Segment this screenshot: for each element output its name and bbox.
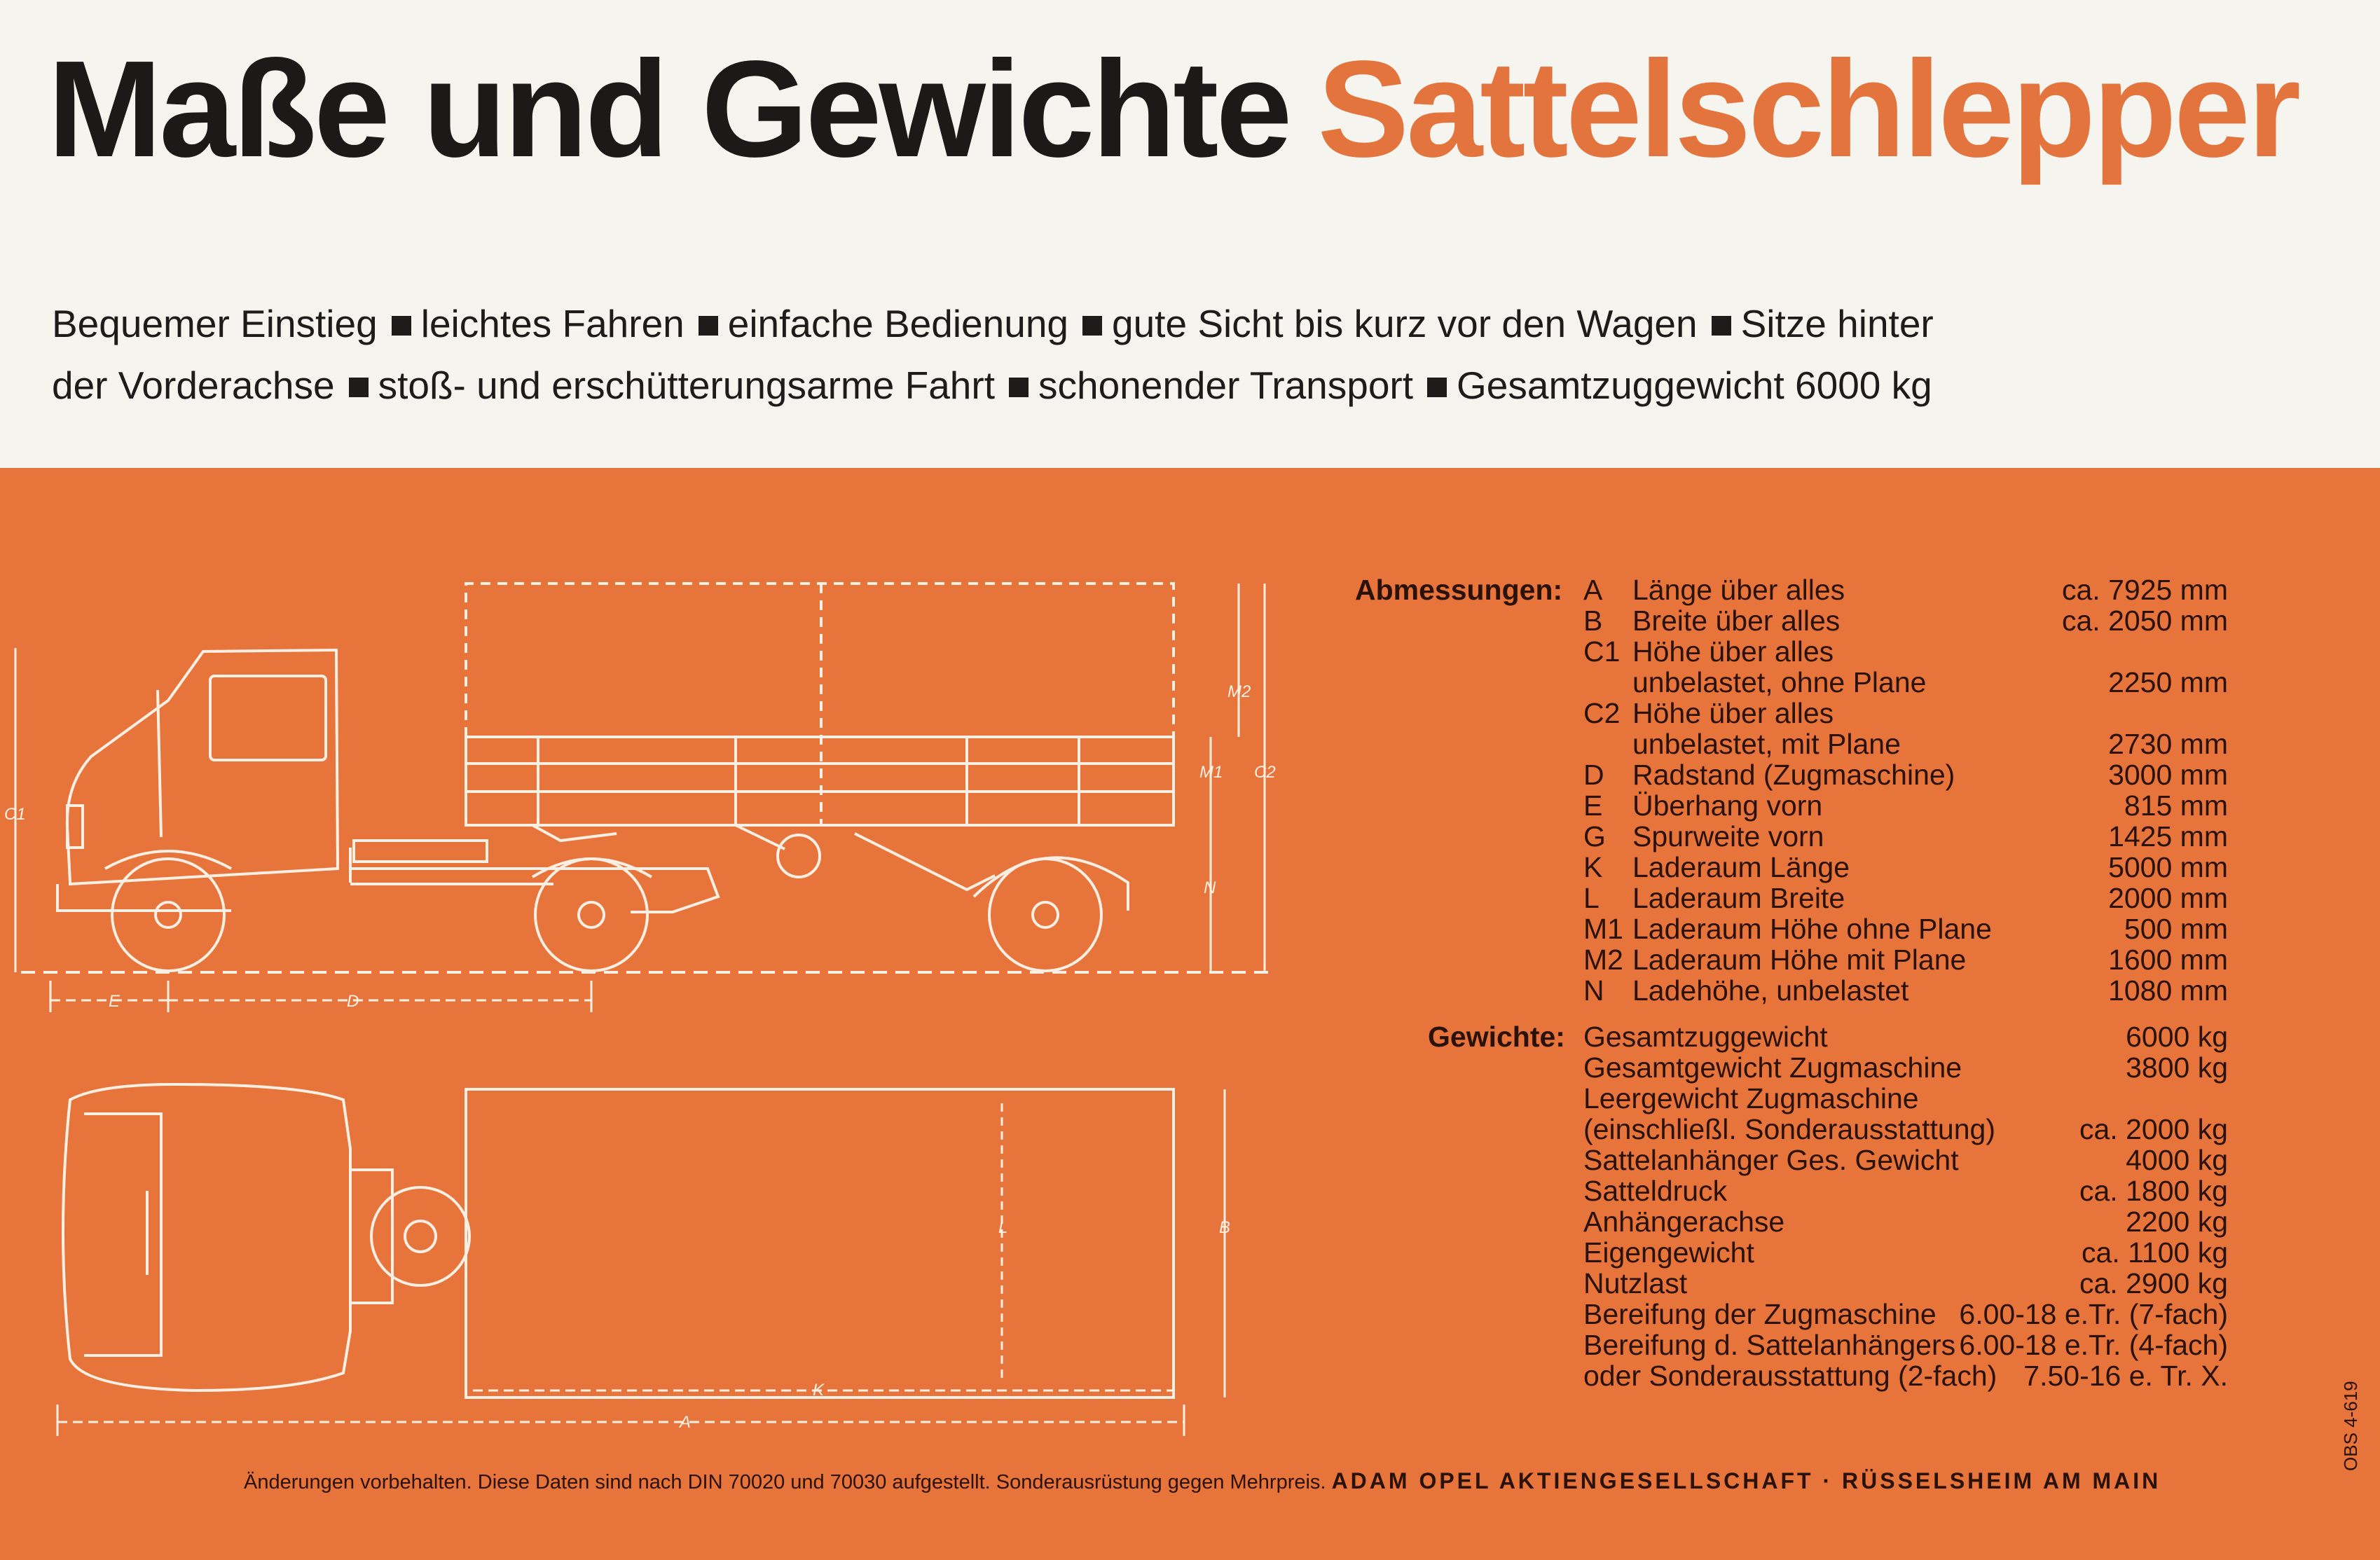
dim-label-c1: C1 <box>4 805 26 824</box>
dimensions-row <box>1345 759 2228 790</box>
weights-row <box>1345 1114 2228 1145</box>
row-letter: L <box>1583 882 1600 914</box>
spacer <box>1345 1006 2228 1021</box>
row-label: Gesamtgewicht Zugmaschine <box>1583 1051 1962 1084</box>
row-label: Laderaum Länge <box>1632 851 1850 883</box>
dimensions-row <box>1345 605 2228 636</box>
feature-item: der Vorderachse <box>52 364 335 407</box>
row-letter: E <box>1583 789 1603 822</box>
title-part2: Sattelschlepper <box>1317 32 2299 186</box>
weights-row <box>1345 1299 2228 1330</box>
row-letter: B <box>1583 605 1603 637</box>
row-value: 5000 mm <box>2108 851 2228 883</box>
row-label: Breite über alles <box>1632 605 1841 637</box>
weights-row <box>1345 1268 2228 1299</box>
row-label: Länge über alles <box>1632 574 1845 606</box>
row-label: unbelastet, mit Plane <box>1632 728 1901 760</box>
row-label: Satteldruck <box>1583 1175 1728 1207</box>
weights-row <box>1345 1237 2228 1268</box>
dim-label-k: K <box>813 1381 825 1400</box>
row-value: ca. 2000 kg <box>2079 1113 2228 1145</box>
spec-table <box>1345 574 2228 1391</box>
row-label: Eigengewicht <box>1583 1236 1754 1269</box>
dimensions-row <box>1345 944 2228 975</box>
dim-label-m2: M2 <box>1227 682 1251 701</box>
row-value: ca. 1800 kg <box>2079 1175 2228 1207</box>
dim-label-m1: M1 <box>1199 763 1223 782</box>
row-value: 2730 mm <box>2108 728 2228 760</box>
row-value: ca. 2900 kg <box>2079 1267 2228 1299</box>
dim-label-c2: C2 <box>1254 763 1276 782</box>
row-label: Höhe über alles <box>1632 697 1834 729</box>
row-label: Spurweite vorn <box>1632 820 1824 853</box>
row-label: Radstand (Zugmaschine) <box>1632 759 1955 791</box>
row-value: 6.00-18 e.Tr. (7-fach) <box>1959 1298 2228 1330</box>
dimensions-row <box>1345 667 2228 698</box>
dim-label-l: L <box>998 1218 1008 1237</box>
feature-item: stoß- und erschütterungsarme Fahrt <box>378 364 995 407</box>
row-value: 500 mm <box>2124 913 2228 945</box>
row-value: 6000 kg <box>2126 1021 2228 1053</box>
top-view-truck <box>63 1084 1174 1397</box>
side-dimension-lines <box>15 584 1265 1012</box>
weights-row <box>1345 1083 2228 1114</box>
row-letter: A <box>1583 574 1603 606</box>
row-label: Überhang vorn <box>1632 789 1823 822</box>
row-label: Laderaum Höhe mit Plane <box>1632 944 1967 976</box>
row-letter: K <box>1583 851 1603 883</box>
row-value: 2000 mm <box>2108 882 2228 914</box>
top-dimension-lines <box>57 1089 1225 1436</box>
dimensions-row <box>1345 883 2228 913</box>
row-value: 1425 mm <box>2108 820 2228 853</box>
dim-label-e: E <box>109 992 121 1011</box>
row-label: Gesamtzuggewicht <box>1583 1021 1828 1053</box>
document-code: OBS 4-619 <box>2340 1381 2361 1471</box>
weights-row <box>1345 1206 2228 1237</box>
row-label: Bereifung d. Sattelanhängers <box>1583 1329 1956 1361</box>
row-value: 4000 kg <box>2126 1144 2228 1176</box>
feature-item: einfache Bedienung <box>727 302 1068 345</box>
weights-row <box>1345 1175 2228 1206</box>
dimensions-row <box>1345 790 2228 821</box>
row-label: Bereifung der Zugmaschine <box>1583 1298 1937 1330</box>
row-label: Sattelanhänger Ges. Gewicht <box>1583 1144 1959 1176</box>
feature-item: leichtes Fahren <box>420 302 685 345</box>
dim-label-a: A <box>680 1413 692 1432</box>
dimensions-row <box>1345 574 2228 605</box>
row-label: Ladehöhe, unbelastet <box>1632 974 1909 1007</box>
footer-note: Änderungen vorbehalten. Diese Daten sind nach DIN 70020 und 70030 aufgestellt. Sonderausrüstung gegen Mehrpreis. <box>244 1471 1326 1493</box>
weights-row <box>1345 1021 2228 1052</box>
row-value: 1600 mm <box>2108 944 2228 976</box>
row-value: 1080 mm <box>2108 974 2228 1007</box>
footer <box>244 1468 2161 1494</box>
feature-item: Bequemer Einstieg <box>52 302 378 345</box>
weights-row <box>1345 1360 2228 1391</box>
weights-row <box>1345 1052 2228 1083</box>
dimensions-row <box>1345 698 2228 729</box>
row-value: ca. 7925 mm <box>2062 574 2228 606</box>
row-letter: M2 <box>1583 944 1623 976</box>
dimensions-row <box>1345 975 2228 1006</box>
row-value: ca. 1100 kg <box>2082 1236 2228 1269</box>
row-value: 2250 mm <box>2108 666 2228 698</box>
dimensions-row <box>1345 852 2228 883</box>
dim-label-d: D <box>347 992 359 1011</box>
feature-item: Gesamtzuggewicht 6000 kg <box>1457 364 1932 407</box>
dimensions-row <box>1345 636 2228 667</box>
row-value: 815 mm <box>2124 789 2228 822</box>
dimensions-row <box>1345 821 2228 852</box>
row-label: Laderaum Breite <box>1632 882 1845 914</box>
weights-heading: Gewichte: <box>1428 1021 1565 1053</box>
row-label: oder Sonderausstattung (2-fach) <box>1583 1360 1997 1392</box>
row-label: Höhe über alles <box>1632 635 1834 668</box>
dim-label-n: N <box>1204 878 1216 897</box>
dimensions-row <box>1345 729 2228 759</box>
row-value: 6.00-18 e.Tr. (4-fach) <box>1959 1329 2228 1361</box>
row-letter: M1 <box>1583 913 1623 945</box>
row-value: 3000 mm <box>2108 759 2228 791</box>
dimensions-row <box>1345 913 2228 944</box>
row-label: Nutzlast <box>1583 1267 1688 1299</box>
feature-item: schonender Transport <box>1038 364 1414 407</box>
row-label: unbelastet, ohne Plane <box>1632 666 1927 698</box>
row-label: Leergewicht Zugmaschine <box>1583 1082 1919 1114</box>
row-label: Anhängerachse <box>1583 1206 1785 1238</box>
weights-row <box>1345 1145 2228 1175</box>
weights-row <box>1345 1330 2228 1360</box>
feature-item: Sitze hinter <box>1740 302 1934 345</box>
side-view-truck <box>21 584 1275 972</box>
row-value: ca. 2050 mm <box>2062 605 2228 637</box>
row-letter: C2 <box>1583 697 1621 729</box>
feature-item: gute Sicht bis kurz vor den Wagen <box>1112 302 1698 345</box>
row-letter: C1 <box>1583 635 1621 668</box>
row-letter: D <box>1583 759 1604 791</box>
row-letter: G <box>1583 820 1606 853</box>
row-label: (einschließl. Sonderausstattung) <box>1583 1113 1995 1145</box>
row-value: 3800 kg <box>2126 1051 2228 1084</box>
row-letter: N <box>1583 974 1604 1007</box>
row-value: 7.50-16 e. Tr. X. <box>2023 1360 2228 1392</box>
dimensions-heading: Abmessungen: <box>1355 574 1563 606</box>
title-part1: Maße und Gewichte <box>48 32 1290 186</box>
row-value: 2200 kg <box>2126 1206 2228 1238</box>
dim-label-b: B <box>1219 1218 1231 1237</box>
footer-brand: ADAM OPEL AKTIENGESELLSCHAFT · RÜSSELSHEIM AM MAIN <box>1331 1468 2161 1493</box>
row-label: Laderaum Höhe ohne Plane <box>1632 913 1992 945</box>
